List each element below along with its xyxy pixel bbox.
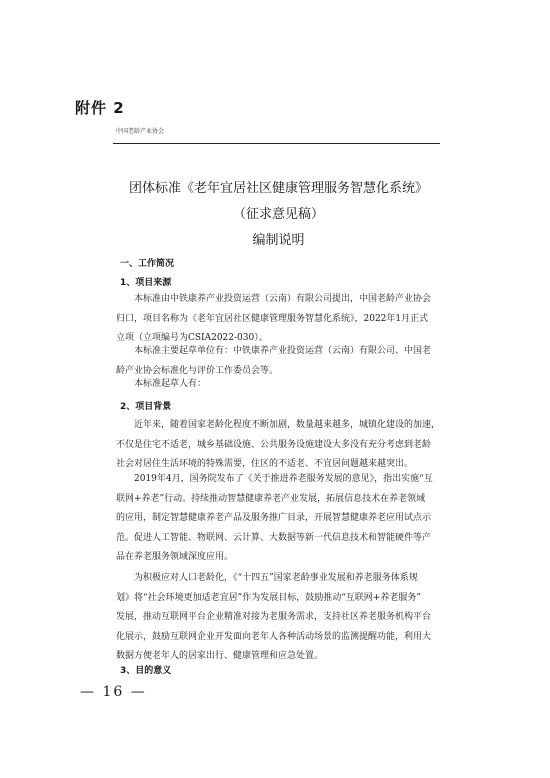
paragraph-background-1 <box>116 416 442 475</box>
text-line: 2019年4月，国务院发布了《关于推进养老服务发展的意见》，指出实施“互 <box>134 474 433 484</box>
organization-name: 中国老龄产业协会 <box>116 128 165 135</box>
attachment-label: 附件 2 <box>75 99 125 117</box>
paragraph-drafters <box>116 375 442 395</box>
section-heading-purpose: 3、目的意义 <box>120 666 172 676</box>
document-heading: 编制说明 <box>252 233 305 248</box>
text-line: 范。促进人工智能、物联网、云计算、大数据等新一代信息技术和智能硬件等产 <box>116 532 432 543</box>
text-line: 为积极应对人口老龄化，《“十四五”国家老龄事业发展和养老服务体系规 <box>134 573 418 583</box>
text-line: 立项（立项编号为CSIA2022-030）。 <box>116 333 268 343</box>
paragraph-project-source <box>116 290 442 349</box>
text-line: 划》将“社会环境更加适老宜居”作为发展目标，鼓励推动“互联网+养老服务” <box>116 592 421 603</box>
section-heading-background: 2、项目背景 <box>120 402 172 412</box>
text-line: 发展，推动互联网平台企业精准对接为老服务需求，支持社区养老服务机构平台 <box>116 612 432 622</box>
text-line: 近年来，随着国家老龄化程度不断加剧，数量越来越多，城镇化建设的加速， <box>134 420 441 430</box>
text-line: 联网+养老”行动。持续推动智慧健康养老产业发展，拓展信息技术在养老领域 <box>116 493 426 504</box>
text-line: 归口，项目名称为《老年宜居社区健康管理服务智慧化系统》，2022年1月正式 <box>116 313 429 324</box>
text-line: 不仅是住宅不适老，城乡基础设施、公共服务设施建设大多没有充分考虑到老龄 <box>116 439 432 450</box>
text-line: 本标准由中铁康养产业投资运营（云南）有限公司提出，中国老龄产业协会 <box>134 294 432 304</box>
section-heading-work-overview: 一、工作简况 <box>120 259 175 269</box>
paragraph-background-2 <box>116 470 442 568</box>
page-number: — 16 — <box>80 684 147 700</box>
text-line: 数据方便老年人的居家出行、健康管理和应急处置。 <box>116 651 324 661</box>
text-line: 品在养老服务领域深度应用。 <box>116 552 234 562</box>
text-line: 本标准主要起草单位有：中铁康养产业投资运营（云南）有限公司、中国老 <box>134 346 432 356</box>
section-heading-project-source: 1、项目来源 <box>120 278 172 288</box>
text-line: 的应用，制定智慧健康养老产品及服务推广目录，开展智慧健康养老应用试点示 <box>116 513 432 523</box>
text-line: 龄产业协会标准化与评价工作委员会等。 <box>116 365 279 376</box>
header-rule <box>113 143 440 144</box>
text-line: 化展示，鼓励互联网企业开发面向老年人各种活动场景的监测提醒功能，利用大 <box>116 631 432 642</box>
document-subtitle: （征求意见稿） <box>232 207 324 222</box>
text-line: 本标准起草人有： <box>134 379 207 389</box>
document-title: 团体标准《老年宜居社区健康管理服务智慧化系统》 <box>128 181 428 196</box>
text-line: 社会对居住生活环境的特殊需要，住区的不适老、不宜居问题越来越突出。 <box>116 459 414 469</box>
paragraph-background-3 <box>116 569 442 667</box>
